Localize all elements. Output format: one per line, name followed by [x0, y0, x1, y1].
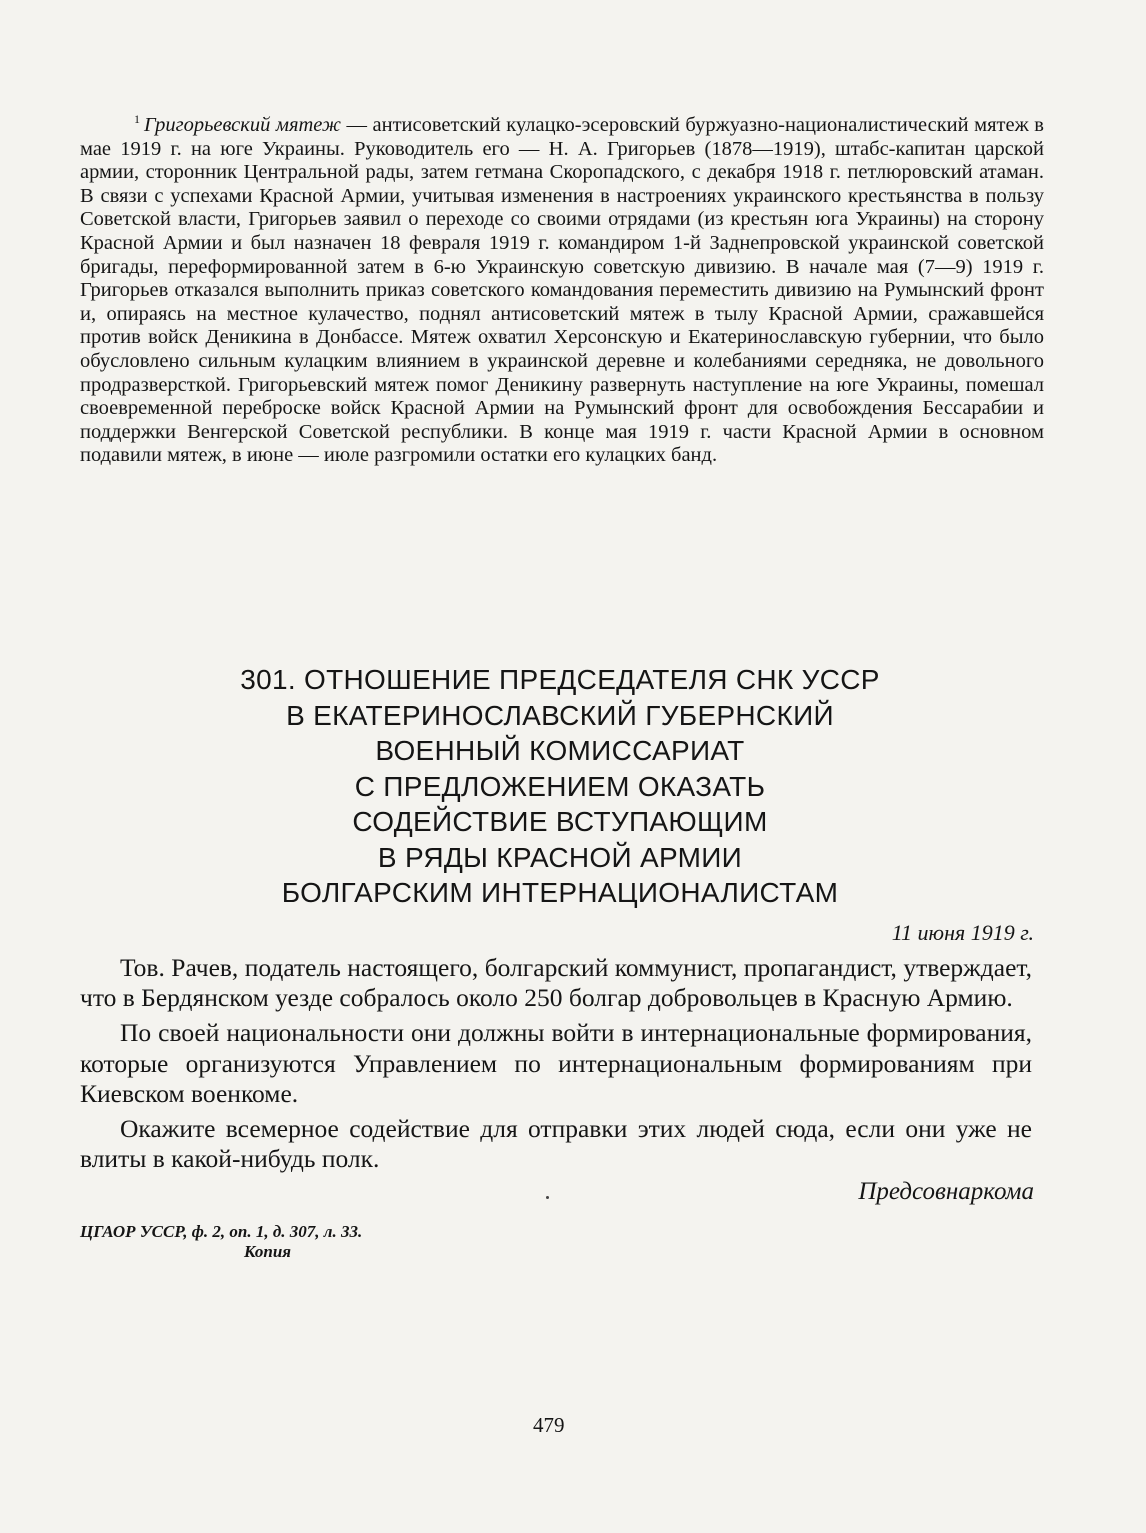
document-title: [150, 662, 970, 911]
document-date: 11 июня 1919 г.: [891, 920, 1034, 945]
footnote: [80, 114, 1044, 468]
title-line: В ЕКАТЕРИНОСЛАВСКИЙ ГУБЕРНСКИЙ: [286, 699, 834, 731]
title-line: БОЛГАРСКИМ ИНТЕРНАЦИОНАЛИСТАМ: [281, 877, 839, 908]
stray-dot: [546, 1196, 549, 1199]
signature: Предсовнаркома: [858, 1178, 1034, 1205]
body-paragraph: По своей национальности они должны войти в интернациональные формирования, которые организуются Управлением по интернациональным формированиям при Киевском военкоме.: [80, 1018, 1032, 1108]
footnote-marker: 1: [134, 112, 140, 127]
page-number: 479: [533, 1413, 565, 1437]
title-line: С ПРЕДЛОЖЕНИЕМ ОКАЗАТЬ: [354, 770, 766, 802]
archive-source: [80, 1222, 362, 1262]
title-line: ВОЕННЫЙ КОМИССАРИАТ: [375, 735, 745, 766]
document-body: [80, 953, 1032, 1179]
body-paragraph: Окажите всемерное содействие для отправки этих людей сюда, если они уже не влиты в какой-нибудь полк.: [80, 1114, 1032, 1174]
copy-note: Копия: [244, 1242, 292, 1261]
body-paragraph: Тов. Рачев, податель настоящего, болгарский коммунист, пропагандист, утверждает, что в Бердянском уезде собралось около 250 болгар добровольцев в Красную Армию.: [80, 953, 1032, 1013]
title-line: В РЯДЫ КРАСНОЙ АРМИИ: [377, 841, 743, 873]
title-line: 301. ОТНОШЕНИЕ ПРЕДСЕДАТЕЛЯ СНК УССР: [240, 664, 880, 695]
archive-reference: ЦГАОР УССР, ф. 2, оп. 1, д. 307, л. 33.: [80, 1222, 363, 1241]
footnote-text: — антисоветский кулацко-эсеровский буржуазно-националистический мятеж в мае 1919 г. на юге Украины. Руководитель его — Н. А. Григорьев (1878—1919), штабс-капитан царской армии, сторонник Центральной рады, затем гетмана Скоропадского, с декабря 1918 г. петлюровский атаман. В связи с успехами Красной Армии, учитывая изменения в настроениях украинского крестьянства в пользу Советской власти, Григорьев заявил о переходе со своими отрядами (из крестьян юга Украины) на сторону Красной Армии и был назначен 18 февраля 1919 г. командиром 1-й Заднепровской украинской советской бригады, переформированной затем в 6-ю Украинскую советскую дивизию. В начале мая (7—9) 1919 г. Григорьев отказался выполнить приказ советского командования переместить дивизию на Румынский фронт и, опираясь на местное кулачество, поднял антисоветский мятеж в тылу Красной Армии, сражавшейся против войск Деникина в Донбассе. Мятеж охватил Херсонскую и Екатеринославскую губернии, что было обусловлено сильным кулацким влиянием в украинской деревне и колебаниями середняка, не довольного продразверсткой. Григорьевский мятеж помог Деникину развернуть наступление на юге Украины, помешал своевременной переброске войск Красной Армии на Румынский фронт для освобождения Бессарабии и поддержки Венгерской Советской республики. В конце мая 1919 г. части Красной Армии в основном подавили мятеж, в июне — июле разгромили остатки его кулацких банд.: [80, 114, 1044, 467]
title-line: СОДЕЙСТВИЕ ВСТУПАЮЩИМ: [352, 806, 768, 837]
footnote-term: Григорьевский мятеж: [144, 114, 341, 136]
